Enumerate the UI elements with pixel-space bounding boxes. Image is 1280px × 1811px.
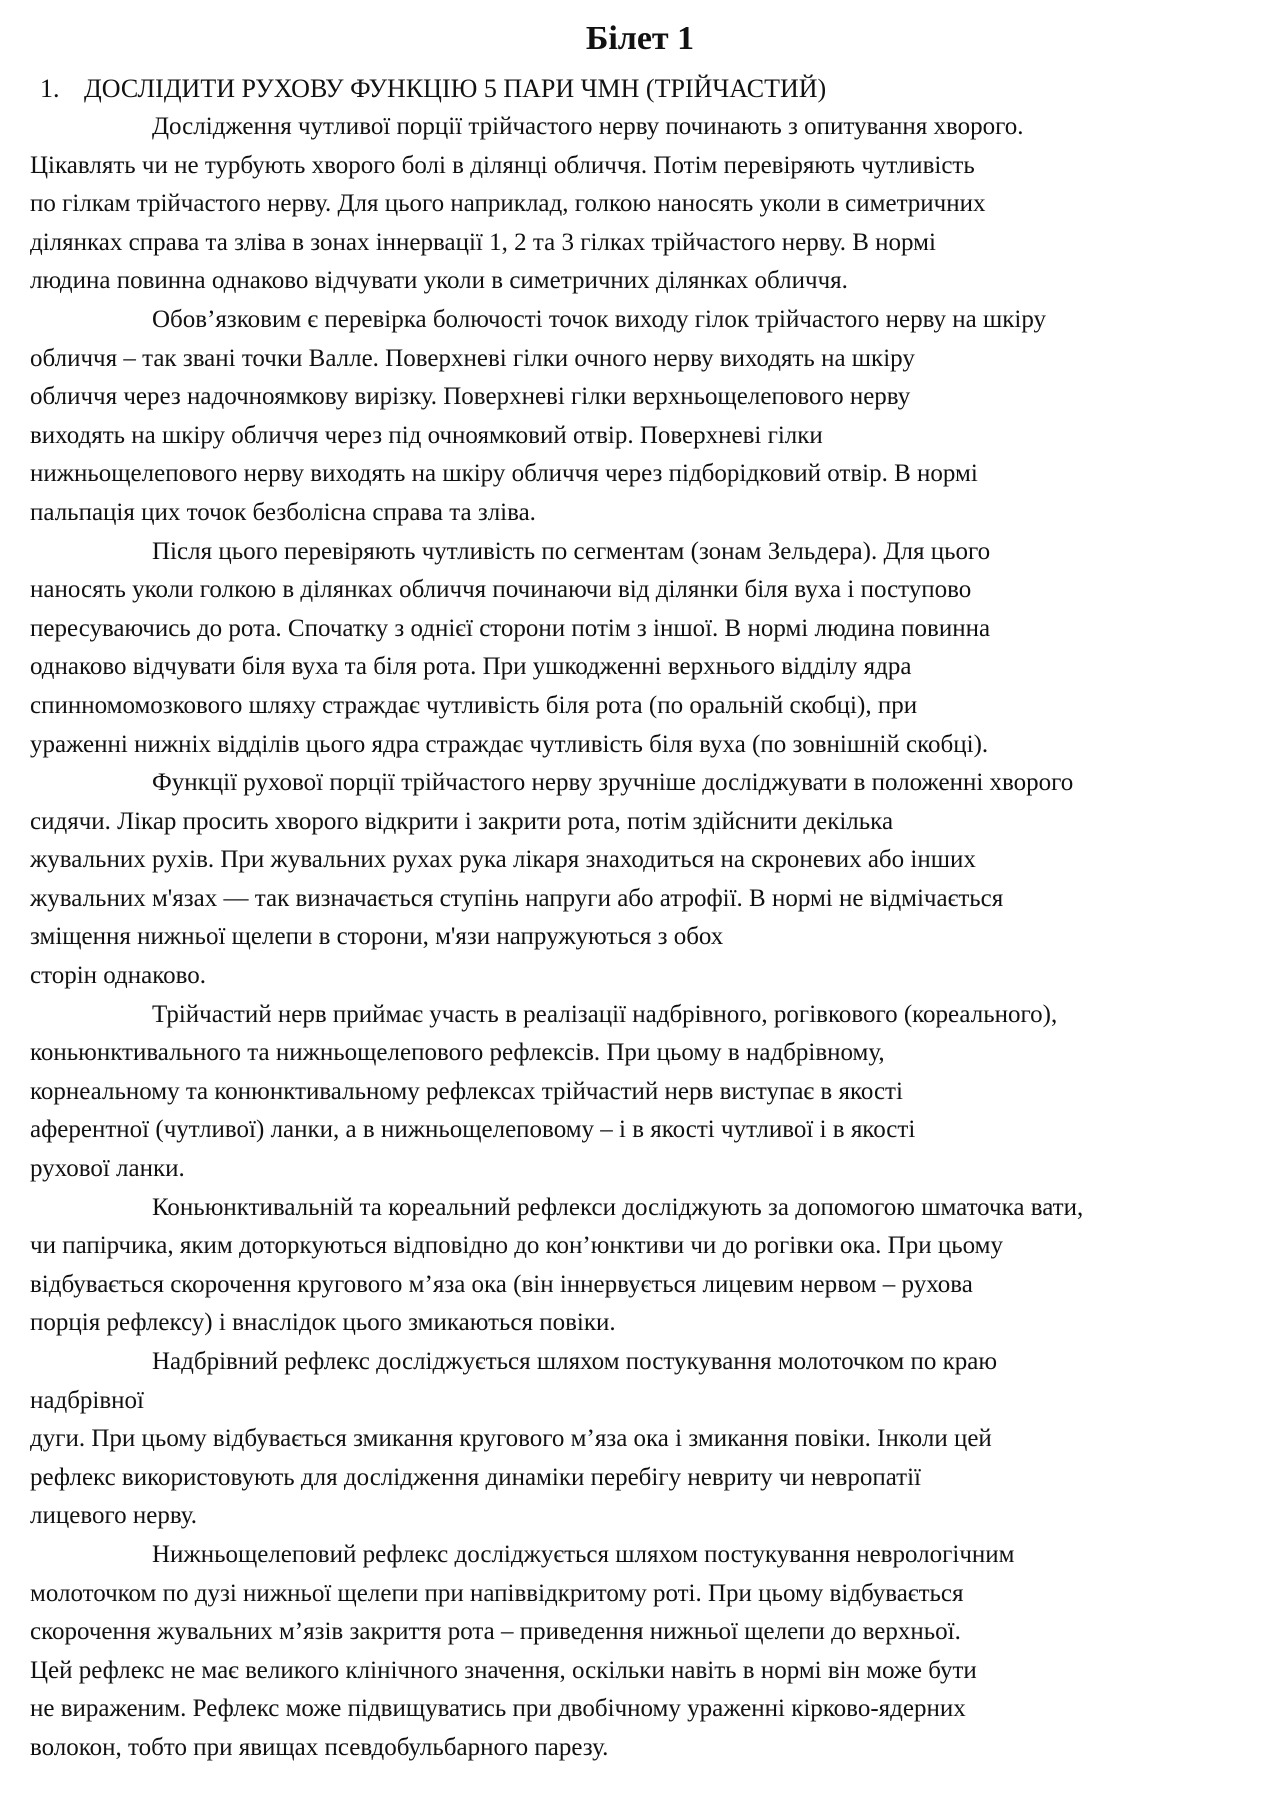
paragraph-line: по гілкам трійчастого нерву. Для цього наприклад, голкою наносять уколи в симетричних — [30, 190, 986, 218]
paragraph-line: однаково відчувати біля вуха та біля рота. При ушкодженні верхнього відділу ядра — [30, 653, 912, 681]
paragraph-line: пальпація цих точок безболісна справа та зліва. — [30, 498, 536, 526]
paragraph-line: не вираженим. Рефлекс може підвищуватись при двобічному ураженні кірково-ядерних — [30, 1695, 966, 1723]
paragraph — [30, 764, 1270, 996]
paragraph-line: обличчя через надочноямкову вирізку. Поверхневі гілки верхньощелепового нерву — [30, 383, 911, 411]
paragraph-line: спинномомозкового шляху страждає чутливість біля рота (по оральній скобці), при — [30, 691, 918, 719]
paragraph-first-line: Функції рухової порції трійчастого нерву зручніше досліджувати в положенні хворого — [152, 769, 1074, 797]
paragraph-line: сидячи. Лікар просить хворого відкрити і закрити рота, потім здійснити декілька — [30, 807, 894, 835]
paragraph-line: волокон, тобто при явищах псевдобульбарного парезу. — [30, 1733, 609, 1761]
paragraph-first-line: Дослідження чутливої порції трійчастого нерву починають з опитування хворого. — [152, 113, 1024, 140]
document-body — [30, 108, 1270, 1768]
paragraph-line: виходять на шкіру обличчя через під очноямковий отвір. Поверхневі гілки — [30, 421, 823, 449]
paragraph-line: чи папірчика, яким доторкуються відповідно до кон’юнктиви чи до рогівки ока. При цьому — [30, 1232, 1003, 1260]
question-number: 1. — [40, 74, 60, 103]
paragraph-line: ділянках справа та зліва в зонах іннервації 1, 2 та 3 гілках трійчастого нерву. В нормі — [30, 228, 936, 256]
paragraph-line: рефлекс використовують для дослідження динаміки перебігу невриту чи невропатії — [30, 1463, 921, 1491]
paragraph-line: жувальних м'язах — так визначається ступінь напруги або атрофії. В нормі не відмічається — [30, 884, 1004, 912]
paragraph-line: наносять уколи голкою в ділянках обличчя починаючи від ділянки біля вуха і поступово — [30, 576, 972, 604]
paragraph-line: скорочення жувальних м’язів закриття рота – приведення нижньої щелепи до верхньої. — [30, 1618, 961, 1646]
paragraph — [30, 301, 1270, 533]
paragraph-line: рухової ланки. — [30, 1155, 185, 1183]
paragraph — [30, 533, 1270, 765]
paragraph-first-line: Трійчастий нерв приймає участь в реалізації надбрівного, рогівкового (кореального), — [152, 1000, 1058, 1028]
paragraph-line: надбрівної — [30, 1386, 144, 1414]
paragraph-line: зміщення нижньої щелепи в сторони, м'язи напружуються з обох — [30, 923, 724, 951]
paragraph-line: Цікавлять чи не турбують хворого болі в ділянці обличчя. Потім перевіряють чутливість — [30, 151, 975, 179]
paragraph — [30, 1536, 1270, 1768]
paragraph-line: Цей рефлекс не має великого клінічного значення, оскільки навіть в нормі він може бути — [30, 1656, 977, 1684]
paragraph-line: коньюнктивального та нижньощелепового рефлексів. При цьому в надбрівному, — [30, 1039, 885, 1067]
ticket-title: Білет 1 — [585, 20, 695, 57]
paragraph-line: сторін однаково. — [30, 962, 207, 990]
paragraph-first-line: Коньюнктивальній та кореальний рефлекси досліджують за допомогою шматочка вати, — [152, 1193, 1084, 1221]
paragraph — [30, 1189, 1270, 1343]
paragraph-line: нижньощелепового нерву виходять на шкіру обличчя через підборідковий отвір. В нормі — [30, 460, 978, 488]
paragraph-first-line: Нижньощелеповий рефлекс досліджується шляхом постукування неврологічним — [152, 1540, 1015, 1568]
paragraph-line: лицевого нерву. — [30, 1502, 198, 1530]
paragraph — [30, 1343, 1270, 1536]
paragraph-line: відбувається скорочення кругового м’яза ока (він іннервується лицевим нервом – рухова — [30, 1270, 973, 1298]
question-text: ДОСЛІДИТИ РУХОВУ ФУНКЦІЮ 5 ПАРИ ЧМН (ТРІЙЧАСТИЙ) — [84, 74, 827, 103]
paragraph-line: обличчя – так звані точки Валле. Поверхневі гілки очного нерву виходять на шкіру — [30, 344, 915, 372]
paragraph-first-line: Після цього перевіряють чутливість по сегментам (зонам Зельдера). Для цього — [152, 537, 991, 565]
paragraph — [30, 996, 1270, 1189]
paragraph-line: жувальних рухів. При жувальних рухах рука лікаря знаходиться на скроневих або інших — [30, 846, 976, 874]
paragraph-line: ураженні нижніх відділів цього ядра страждає чутливість біля вуха (по зовнішній скобці). — [30, 730, 989, 758]
paragraph-first-line: Надбрівний рефлекс досліджується шляхом постукування молоточком по краю — [152, 1348, 998, 1375]
paragraph — [30, 108, 1270, 301]
paragraph-line: дуги. При цьому відбувається змикання кругового м’яза ока і змикання повіки. Інколи цей — [30, 1425, 992, 1453]
paragraph-line: порція рефлексу) і внаслідок цього змикаються повіки. — [30, 1309, 616, 1337]
paragraph-line: корнеальному та конюнктивальному рефлексах трійчастий нерв виступає в якості — [30, 1077, 903, 1105]
paragraph-line: аферентної (чутливої) ланки, а в нижньощелеповому – і в якості чутливої і в якості — [30, 1116, 916, 1144]
question-heading — [40, 70, 1240, 108]
paragraph-line: молоточком по дузі нижньої щелепи при напіввідкритому роті. При цьому відбувається — [30, 1579, 964, 1607]
paragraph-line: пересуваючись до рота. Спочатку з однієї сторони потім з іншої. В нормі людина повинна — [30, 614, 991, 642]
paragraph-line: людина повинна однаково відчувати уколи в симетричних ділянках обличчя. — [30, 267, 848, 295]
paragraph-first-line: Обов’язковим є перевірка болючості точок виходу гілок трійчастого нерву на шкіру — [152, 305, 1047, 333]
